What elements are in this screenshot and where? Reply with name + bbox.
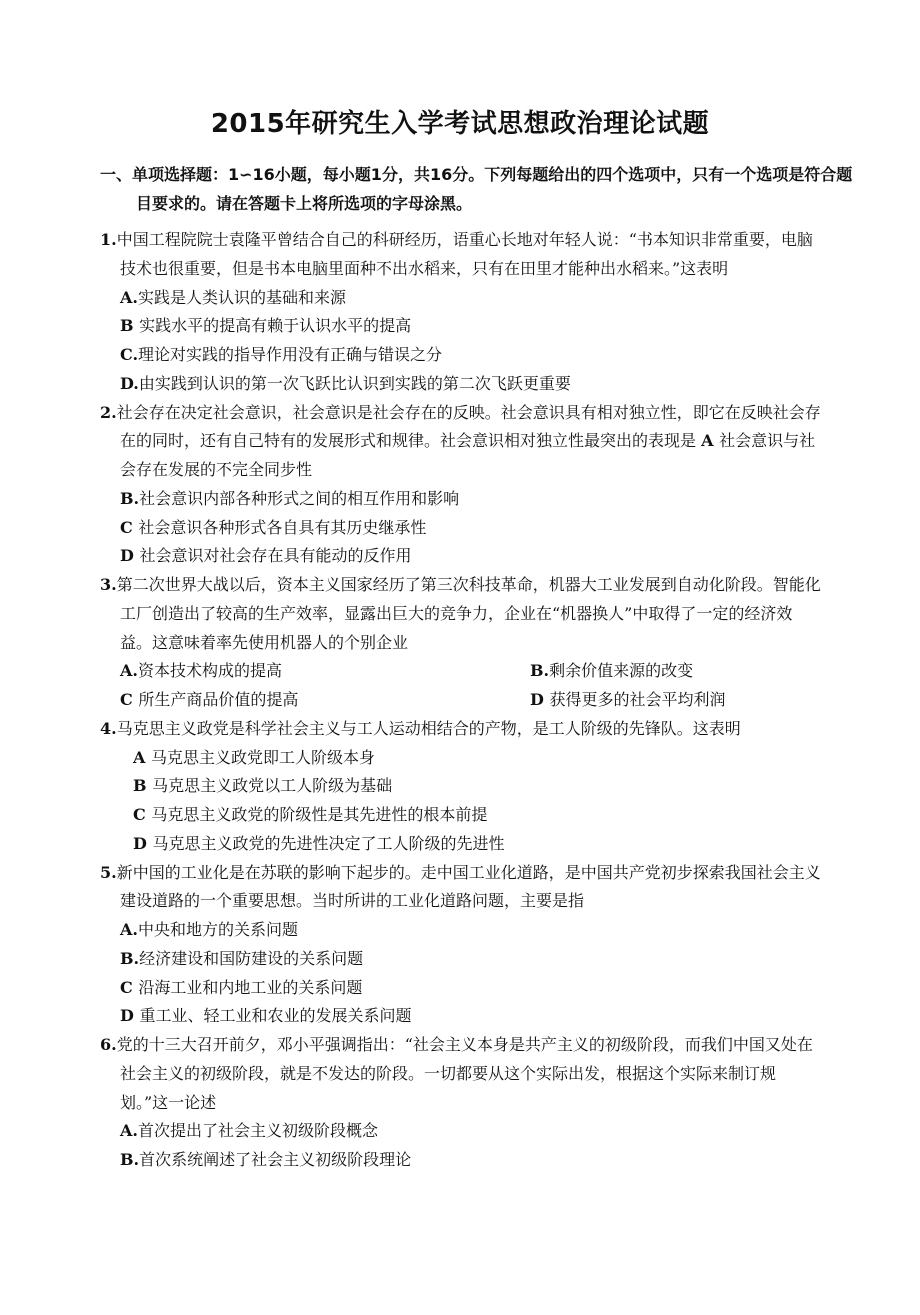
question-stem [100,399,822,485]
option-a: A.首次提出了社会主义初级阶段概念 [120,1121,378,1141]
option-c: C 马克思主义政党的阶级性是其先进性的根本前提 [133,805,488,824]
option-a: A 马克思主义政党即工人阶级本身 [133,747,375,767]
question-stem [100,1031,822,1117]
question-4 [100,715,822,859]
question-list [100,226,822,1175]
option-a: A.中央和地方的关系问题 [120,920,298,939]
option-c: C.理论对实践的指导作用没有正确与错误之分 [120,345,443,364]
question-1 [100,226,822,399]
question-3 [100,571,822,715]
option-c: C 社会意识各种形式各自具有其历史继承性 [120,517,427,537]
option-c: C 沿海工业和内地工业的关系问题 [120,977,363,997]
option-a: A.资本技术构成的提高 [120,661,282,681]
question-text: 马克思主义政党是科学社会主义与工人运动相结合的产物，是工人阶级的先锋队。这表明 [116,718,741,738]
option-b: B 实践水平的提高有赖于认识水平的提高 [120,316,412,336]
question-2 [100,399,822,572]
question-number: 5. [100,862,117,882]
question-stem [100,571,822,657]
question-text: 新中国的工业化是在苏联的影响下起步的。走中国工业化道路，是中国共产党初步探索我国社会主义建设道路的一个重要思想。当时所讲的工业化道路问题，主要是指 [116,862,821,911]
option-c: C 所生产商品价值的提高 [120,690,299,709]
question-text: 中国工程院院士袁隆平曾结合自己的科研经历，语重心长地对年轻人说：“书本知识非常重要，电脑技术也很重要，但是书本电脑里面种不出水稻来，只有在田里才能种出水稻来。”这表明 [116,230,813,278]
question-number: 1. [100,230,117,249]
option-b: B.首次系统阐述了社会主义初级阶段理论 [120,1150,412,1169]
option-b: B.经济建设和国防建设的关系问题 [120,948,364,968]
option-b: B 马克思主义政党以工人阶级为基础 [133,776,393,796]
question-text: 社会存在决定社会意识，社会意识是社会存在的反映。社会意识具有相对独立性，即它在反映社会存在的同时，还有自己特有的发展形式和规律。社会意识相对独立性最突出的表现是 [116,402,821,451]
question-stem [100,715,822,744]
option-d: D.由实践到认识的第一次飞跃比认识到实践的第二次飞跃更重要 [120,373,571,393]
question-6 [100,1031,822,1175]
option-a-letter: A [701,431,720,451]
option-row [100,686,822,715]
option-row [100,657,822,686]
document-title: 2015年研究生入学考试思想政治理论试题 [210,109,710,139]
option-d: D 社会意识对社会存在具有能动的反作用 [120,546,412,566]
option-d: D 马克思主义政党的先进性决定了工人阶级的先进性 [133,833,505,853]
question-text: 党的十三大召开前夕，邓小平强调指出：“社会主义本身是共产主义的初级阶段，而我们中国又处在社会主义的初级阶段，就是不发达的阶段。一切都要从这个实际出发，根据这个实际来制订规划。”这一论述 [116,1035,813,1112]
option-b: B.社会意识内部各种形式之间的相互作用和影响 [120,488,460,508]
option-a-text: 社会意识与社会存在发展的不完全同步性 [120,431,816,479]
question-stem [100,226,822,284]
option-b: B.剩余价值来源的改变 [530,661,694,681]
option-d: D 获得更多的社会平均利润 [530,690,726,709]
question-number: 4. [100,718,117,738]
section-heading: 一、单项选择题：1∽16小题，每小题1分，共16分。下列每题给出的四个选项中，只有一个选项是符合题目要求的。请在答题卡上将所选项的字母涂黑。 [100,165,853,213]
question-number: 6. [100,1035,117,1054]
question-5 [100,859,822,1032]
option-d: D 重工业、轻工业和农业的发展关系问题 [120,1006,412,1026]
question-text: 第二次世界大战以后，资本主义国家经历了第三次科技革命，机器大工业发展到自动化阶段。智能化工厂创造出了较高的生产效率，显露出巨大的竞争力，企业在“机器换人”中取得了一定的经济效益。这意味着率先使用机器人的个别企业 [116,575,821,652]
option-a: A.实践是人类认识的基础和来源 [120,287,346,307]
question-stem [100,859,822,917]
question-number: 2. [100,402,117,422]
question-number: 3. [100,575,117,594]
